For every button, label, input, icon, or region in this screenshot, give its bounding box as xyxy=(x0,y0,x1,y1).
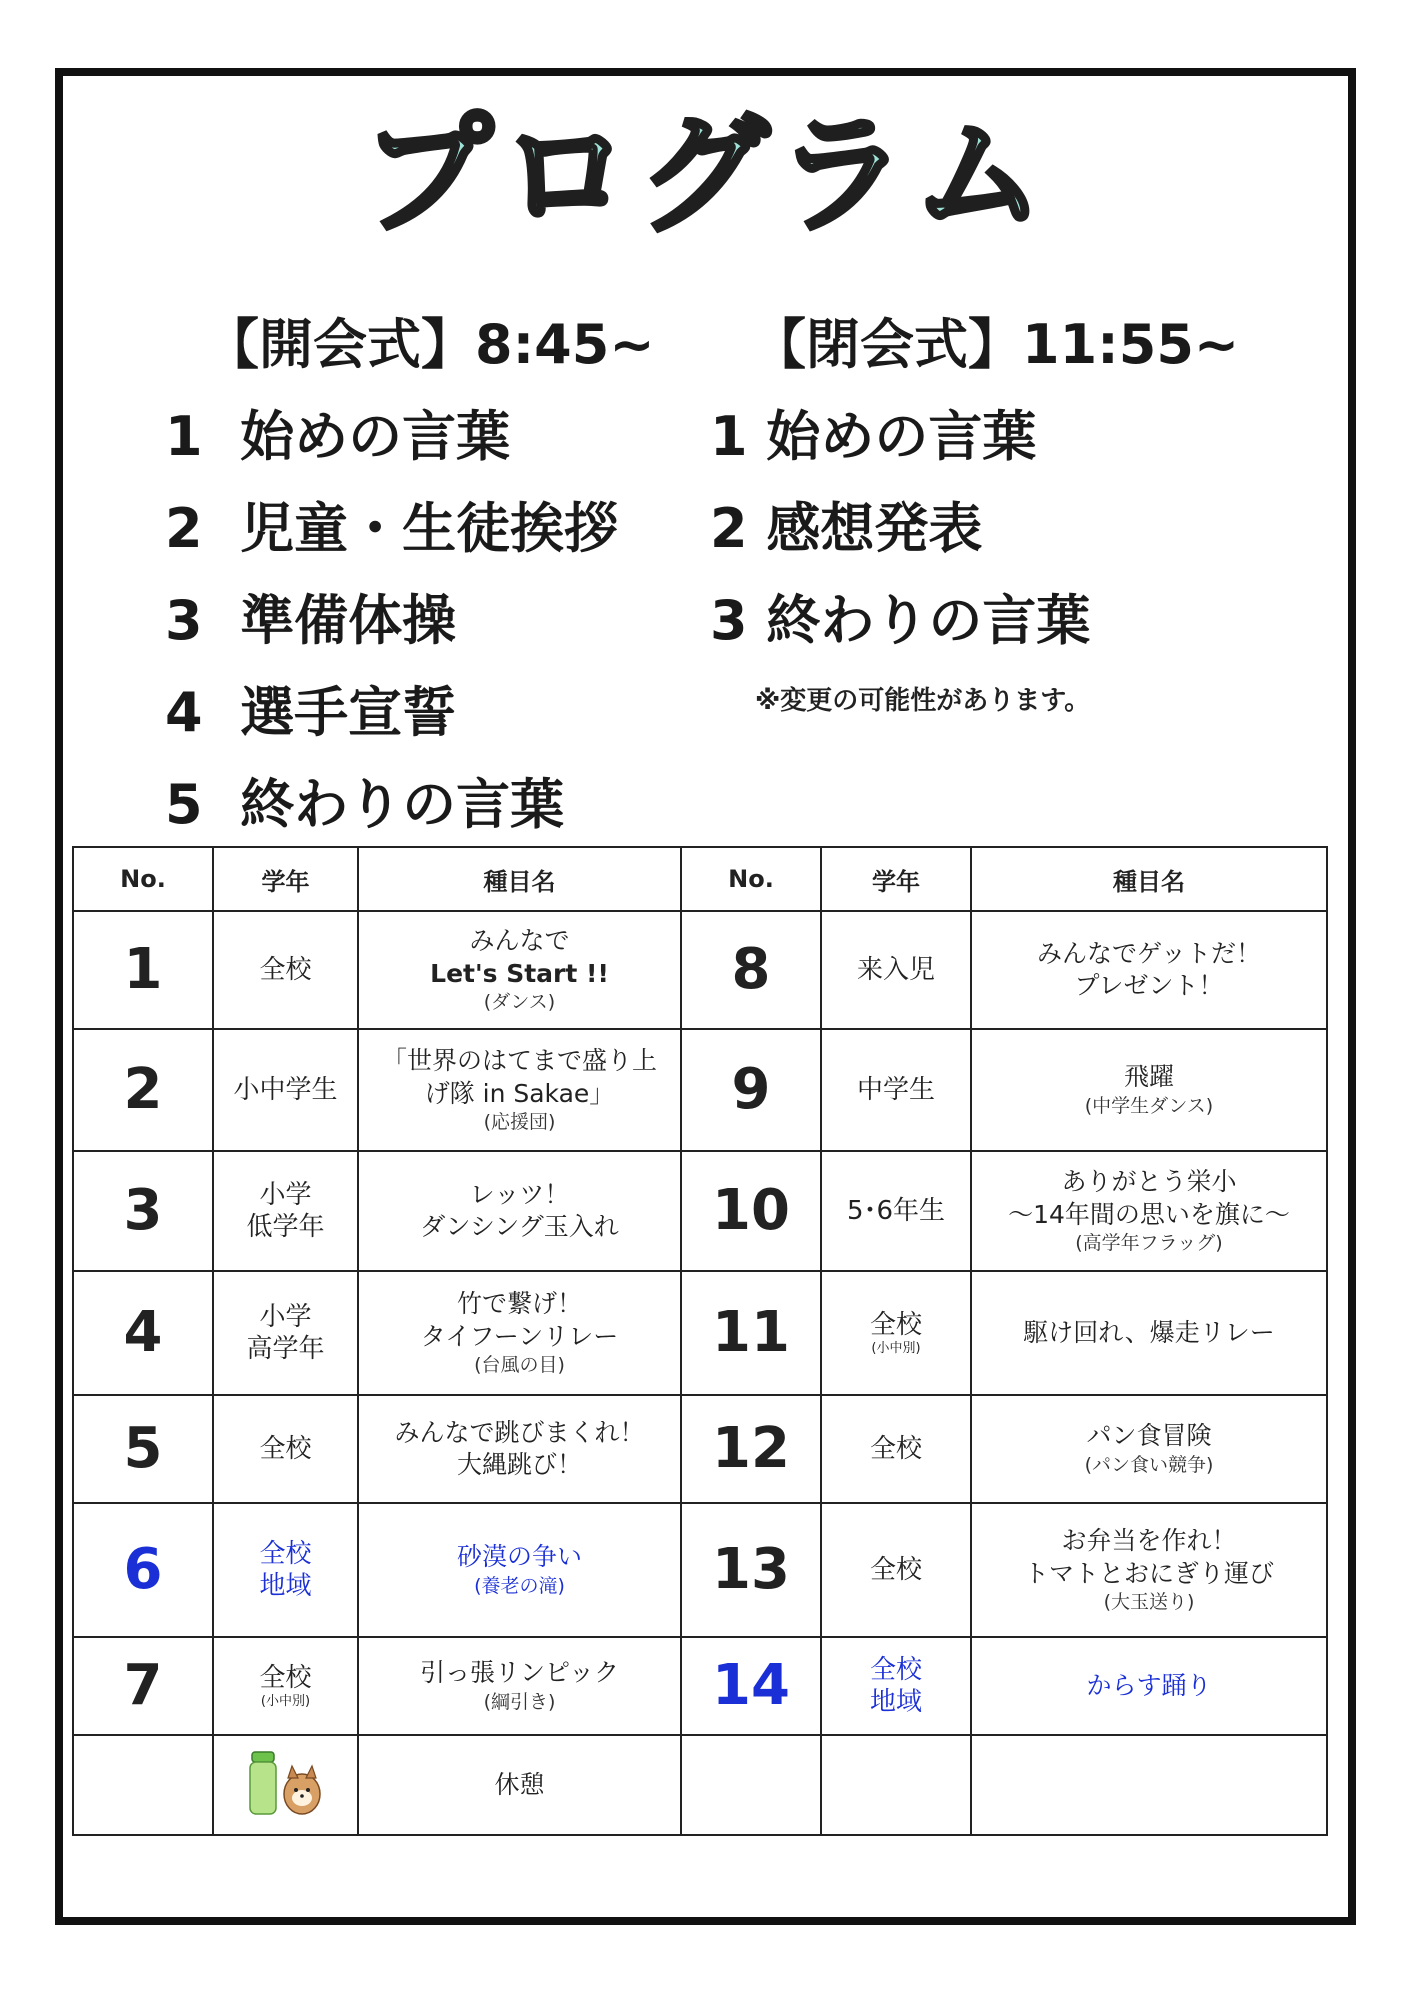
event-name: 駆け回れ、爆走リレー xyxy=(1023,1317,1275,1347)
cell-grade xyxy=(213,1637,358,1735)
event-number: 14 xyxy=(712,1653,790,1718)
closing-item-num: 3 xyxy=(710,589,748,652)
grade-subtext: (小中別) xyxy=(260,1694,311,1710)
opening-item-num: 4 xyxy=(165,681,203,744)
grade-text: 小学 高学年 xyxy=(246,1301,325,1364)
grade-text: 小中学生 xyxy=(233,1074,338,1105)
cell-event xyxy=(358,1637,681,1735)
event-name: からす踊り xyxy=(1086,1670,1212,1700)
cell-grade xyxy=(821,1271,971,1395)
cell-grade xyxy=(213,1503,358,1637)
header-no: No. xyxy=(681,847,821,911)
event-name-line: レッツ！ xyxy=(469,1179,570,1209)
event-name: げ隊 in Sakae」 xyxy=(424,1078,615,1108)
table-row xyxy=(73,911,1327,1029)
cell-event xyxy=(971,1029,1327,1151)
event-subtitle: (大玉送り) xyxy=(1103,1591,1195,1614)
cell-no xyxy=(681,911,821,1029)
cell-no xyxy=(73,1637,213,1735)
event-number: 7 xyxy=(123,1653,163,1718)
program-table xyxy=(72,846,1328,1836)
cell-grade xyxy=(821,1395,971,1503)
cell-grade xyxy=(821,1029,971,1151)
opening-item xyxy=(165,497,619,560)
cell-grade xyxy=(821,1637,971,1735)
event-number: 13 xyxy=(712,1537,790,1602)
cell-grade xyxy=(821,1503,971,1637)
grade-text: 5･6年生 xyxy=(846,1195,946,1226)
cell-event xyxy=(358,1271,681,1395)
cell-grade xyxy=(213,1029,358,1151)
cell-event xyxy=(971,1151,1327,1271)
cell-grade xyxy=(213,1395,358,1503)
opening-item-label: 始めの言葉 xyxy=(240,405,511,468)
event-number: 3 xyxy=(123,1178,163,1243)
opening-item-label: 終わりの言葉 xyxy=(240,773,565,836)
cell-event xyxy=(971,1503,1327,1637)
event-name-line: 竹で繋げ！ xyxy=(456,1289,582,1319)
cell-no xyxy=(681,1029,821,1151)
cell-event xyxy=(971,1395,1327,1503)
cell-event xyxy=(358,911,681,1029)
closing-item-num: 1 xyxy=(710,405,748,468)
cell-grade xyxy=(213,1151,358,1271)
grade-text: 全校 xyxy=(869,1433,922,1464)
grade-text: 全校 xyxy=(259,1662,312,1693)
cell-no xyxy=(73,1395,213,1503)
header-no: No. xyxy=(73,847,213,911)
cell-no xyxy=(73,1271,213,1395)
table-row xyxy=(73,1637,1327,1735)
table-row xyxy=(73,1271,1327,1395)
opening-item-num: 2 xyxy=(165,497,203,560)
water-bottle-and-dog-icon xyxy=(246,1748,326,1818)
closing-item xyxy=(710,405,1037,468)
opening-item-label: 選手宣誓 xyxy=(240,681,457,744)
closing-item-label: 始めの言葉 xyxy=(766,405,1037,468)
cell-event xyxy=(971,1735,1327,1835)
change-note: ※変更の可能性があります。 xyxy=(755,686,1091,716)
opening-item xyxy=(165,681,457,744)
header-event: 種目名 xyxy=(358,847,681,911)
event-name: ダンシング玉入れ xyxy=(420,1212,619,1241)
table-row xyxy=(73,1503,1327,1637)
closing-item-num: 2 xyxy=(710,497,748,560)
table-row xyxy=(73,1395,1327,1503)
table-row xyxy=(73,1151,1327,1271)
event-name-line: お弁当を作れ！ xyxy=(1061,1526,1237,1556)
event-name-line: ありがとう栄小 xyxy=(1061,1167,1237,1197)
cell-event xyxy=(358,1735,681,1835)
opening-heading: 【開会式】8:45~ xyxy=(205,313,655,376)
opening-item-label: 準備体操 xyxy=(240,589,457,652)
event-subtitle: (中学生ダンス) xyxy=(1084,1094,1214,1117)
grade-text: 中学生 xyxy=(856,1074,935,1105)
table-row xyxy=(73,1735,1327,1835)
event-name: 休憩 xyxy=(494,1769,545,1799)
event-subtitle: (高学年フラッグ) xyxy=(1075,1232,1223,1255)
cell-no xyxy=(681,1151,821,1271)
event-name-line: みんなで xyxy=(469,926,570,956)
cell-event xyxy=(358,1395,681,1503)
cell-no xyxy=(73,1029,213,1151)
grade-text: 小学 低学年 xyxy=(246,1179,325,1242)
event-name: パン食冒険 xyxy=(1086,1421,1212,1451)
event-number: 12 xyxy=(712,1416,790,1481)
opening-item-num: 5 xyxy=(165,773,203,836)
cell-event xyxy=(358,1151,681,1271)
header-grade: 学年 xyxy=(821,847,971,911)
closing-item-label: 感想発表 xyxy=(766,497,983,560)
opening-item xyxy=(165,773,565,836)
event-name: 砂漠の争い xyxy=(456,1542,582,1572)
opening-item-num: 3 xyxy=(165,589,203,652)
page-title: プログラム xyxy=(362,99,1052,251)
event-number: 4 xyxy=(123,1300,163,1365)
event-number: 11 xyxy=(712,1300,790,1365)
grade-text: 全校 xyxy=(869,1309,922,1340)
event-name-line: 「世界のはてまで盛り上 xyxy=(381,1046,657,1076)
event-name: Let's Start !! xyxy=(430,958,609,988)
cell-event xyxy=(971,1637,1327,1735)
table-header-row xyxy=(73,847,1327,911)
event-subtitle: (ダンス) xyxy=(483,991,556,1014)
cell-no xyxy=(73,1151,213,1271)
event-number: 6 xyxy=(123,1537,163,1602)
cell-no xyxy=(681,1503,821,1637)
cell-no xyxy=(681,1395,821,1503)
grade-text: 全校 xyxy=(869,1554,922,1585)
cell-event xyxy=(971,911,1327,1029)
event-number: 1 xyxy=(123,937,163,1002)
event-name-line: みんなで跳びまくれ！ xyxy=(394,1417,645,1447)
cell-grade xyxy=(213,911,358,1029)
closing-item xyxy=(710,589,1091,652)
cell-event xyxy=(358,1503,681,1637)
event-name-line: みんなでゲットだ！ xyxy=(1036,938,1261,968)
cell-no xyxy=(73,1503,213,1637)
event-subtitle: (台風の目) xyxy=(474,1354,565,1377)
closing-item-label: 終わりの言葉 xyxy=(766,589,1091,652)
cell-no xyxy=(681,1271,821,1395)
opening-item xyxy=(165,405,511,468)
opening-item-label: 児童・生徒挨拶 xyxy=(240,497,619,560)
grade-text: 全校 xyxy=(259,1433,312,1464)
grade-text: 全校 xyxy=(259,954,312,985)
cell-no xyxy=(73,911,213,1029)
cell-no xyxy=(73,1735,213,1835)
closing-heading: 【閉会式】11:55~ xyxy=(752,313,1240,376)
cell-event xyxy=(971,1271,1327,1395)
table-row xyxy=(73,1029,1327,1151)
event-name: 飛躍 xyxy=(1123,1062,1174,1092)
closing-item xyxy=(710,497,983,560)
cell-grade xyxy=(213,1271,358,1395)
event-number: 2 xyxy=(123,1057,163,1122)
event-subtitle: (綱引き) xyxy=(483,1690,556,1713)
opening-item xyxy=(165,589,457,652)
event-name: 引っ張リンピック xyxy=(419,1658,619,1688)
event-subtitle: (パン食い競争) xyxy=(1084,1453,1214,1476)
event-number: 10 xyxy=(712,1178,790,1243)
event-subtitle: (養老の滝) xyxy=(474,1574,565,1597)
event-name: ～14年間の思いを旗に～ xyxy=(1008,1199,1290,1229)
grade-text: 全校 地域 xyxy=(259,1538,312,1601)
event-name: 大縄跳び！ xyxy=(456,1450,582,1479)
event-name: タイフーンリレー xyxy=(420,1321,619,1351)
cell-no xyxy=(681,1637,821,1735)
cell-grade xyxy=(821,911,971,1029)
cell-no xyxy=(681,1735,821,1835)
cell-grade xyxy=(821,1735,971,1835)
cell-event xyxy=(358,1029,681,1151)
grade-text: 全校 地域 xyxy=(869,1654,922,1717)
grade-text: 来入児 xyxy=(856,954,935,985)
header-grade: 学年 xyxy=(213,847,358,911)
event-name: トマトとおにぎり運び xyxy=(1023,1558,1274,1588)
event-number: 9 xyxy=(731,1057,771,1122)
cell-grade xyxy=(821,1151,971,1271)
header-event: 種目名 xyxy=(971,847,1327,911)
event-subtitle: (応援団) xyxy=(483,1111,556,1134)
event-number: 5 xyxy=(123,1416,163,1481)
event-name: プレゼント！ xyxy=(1074,971,1224,1000)
event-number: 8 xyxy=(731,937,771,1002)
cell-grade xyxy=(213,1735,358,1835)
opening-item-num: 1 xyxy=(165,405,203,468)
grade-subtext: (小中別) xyxy=(871,1341,921,1357)
